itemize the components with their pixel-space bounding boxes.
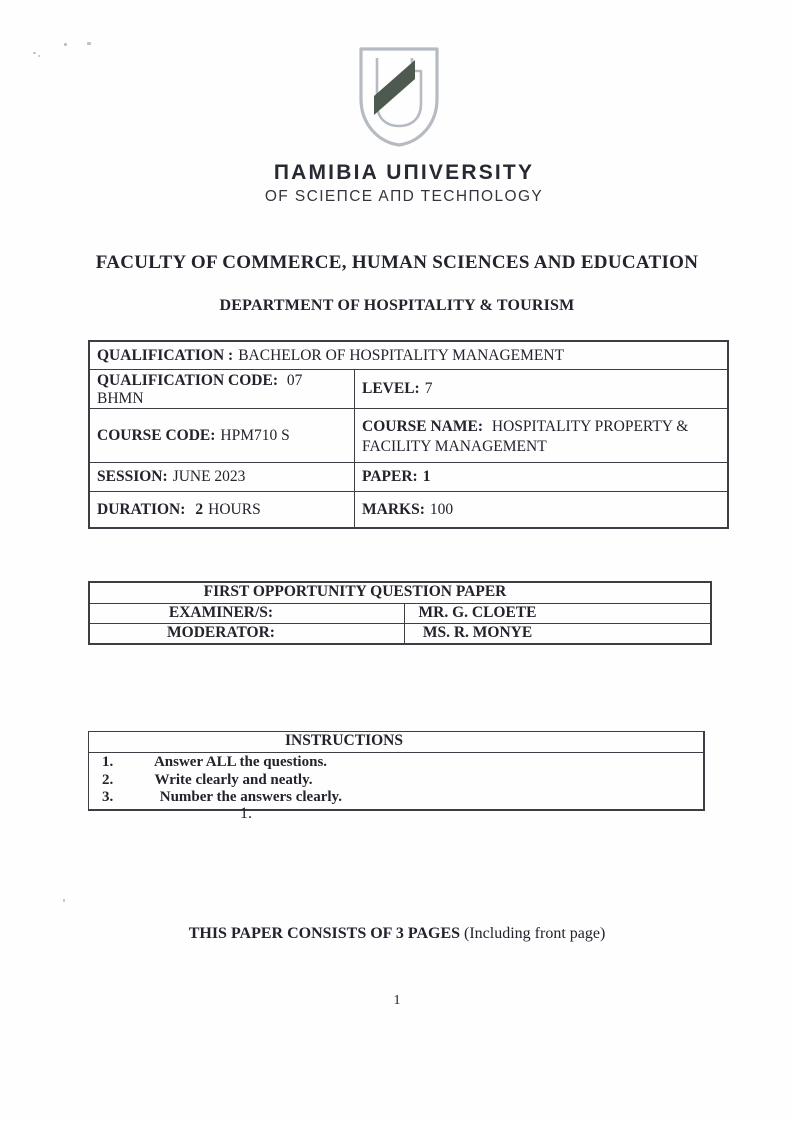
scan-speck bbox=[64, 43, 67, 46]
marks-label: MARKS: bbox=[362, 500, 425, 518]
duration-cell bbox=[90, 492, 355, 527]
instruction-number: 1. bbox=[102, 754, 114, 770]
page-count-regular: (Including front page) bbox=[460, 925, 606, 942]
moderator-row bbox=[90, 623, 710, 643]
course-code-label: COURSE CODE: bbox=[97, 426, 216, 444]
stray-numeral: 1. bbox=[240, 805, 252, 822]
level-value: 7 bbox=[424, 380, 433, 397]
opportunity-title: FIRST OPPORTUNITY QUESTION PAPER bbox=[203, 583, 507, 600]
paper-cell bbox=[355, 463, 727, 491]
instruction-item bbox=[102, 789, 703, 807]
university-shield-logo bbox=[352, 46, 446, 150]
instructions-title-row bbox=[89, 732, 703, 753]
qualification-code-value: 07 bbox=[286, 372, 303, 389]
opportunity-title-row bbox=[90, 583, 710, 603]
session-cell bbox=[90, 463, 355, 491]
instruction-item bbox=[102, 772, 703, 790]
marks-value: 100 bbox=[429, 500, 454, 518]
opportunity-table bbox=[88, 581, 712, 645]
scan-speck bbox=[63, 899, 65, 902]
paper-label: PAPER: bbox=[362, 468, 418, 485]
table-row-qualification bbox=[90, 342, 727, 369]
page-number: 1 bbox=[393, 993, 401, 1008]
table-row-duration-marks bbox=[90, 491, 727, 527]
course-details-table bbox=[88, 340, 729, 529]
university-wordmark-line2: OF SCIEПCE AПD TECHПOLOGY bbox=[264, 188, 544, 205]
moderator-value-cell bbox=[405, 624, 710, 643]
course-code-cell bbox=[90, 409, 355, 462]
university-wordmark-line1: ПAMIBIA UПIVERSITY bbox=[273, 161, 535, 184]
duration-value: HOURS bbox=[208, 500, 261, 518]
table-row-course bbox=[90, 408, 727, 462]
scan-speck bbox=[87, 42, 91, 45]
instructions-table bbox=[88, 731, 705, 811]
instruction-number: 3. bbox=[102, 789, 114, 806]
table-row-session-paper bbox=[90, 462, 727, 491]
course-code-value: HPM710 S bbox=[220, 426, 290, 444]
examiner-value: MR. G. CLOETE bbox=[418, 604, 537, 621]
qualification-value: BACHELOR OF HOSPITALITY MANAGEMENT bbox=[238, 346, 565, 364]
session-label: SESSION: bbox=[97, 468, 168, 485]
instructions-title: INSTRUCTIONS bbox=[284, 732, 403, 749]
examiner-value-cell bbox=[405, 604, 710, 623]
duration-hours-number: 2 bbox=[195, 500, 204, 518]
instruction-text: Number the answers clearly. bbox=[159, 789, 342, 806]
paper-value: 1 bbox=[422, 468, 431, 485]
qualification-code-cell bbox=[90, 370, 355, 408]
opportunity-title-cell bbox=[90, 583, 710, 603]
page-count-line bbox=[0, 925, 794, 943]
level-cell bbox=[355, 370, 727, 408]
examiner-label: EXAMINER/S: bbox=[168, 604, 274, 621]
level-label: LEVEL: bbox=[362, 380, 420, 397]
shield-slash bbox=[374, 60, 415, 115]
moderator-label-cell bbox=[90, 624, 405, 643]
qualification-code-label: QUALIFICATION CODE: bbox=[97, 372, 278, 389]
course-name-cell bbox=[355, 409, 727, 462]
table-row-code-level bbox=[90, 369, 727, 408]
qualification-code-value-line2: BHMN bbox=[97, 390, 144, 407]
qualification-label: QUALIFICATION : bbox=[97, 346, 234, 364]
instruction-text: Write clearly and neatly. bbox=[154, 771, 313, 788]
faculty-heading: FACULTY OF COMMERCE, HUMAN SCIENCES AND EDUCATION bbox=[95, 252, 699, 273]
qualification-cell bbox=[90, 342, 727, 369]
marks-cell bbox=[355, 492, 727, 527]
course-name-value: HOSPITALITY PROPERTY & FACILITY MANAGEMENT bbox=[362, 417, 689, 455]
moderator-label: MODERATOR: bbox=[167, 624, 275, 641]
examiner-row bbox=[90, 603, 710, 623]
page-count-bold: THIS PAPER CONSISTS OF 3 PAGES bbox=[188, 925, 461, 942]
scan-speck bbox=[33, 52, 36, 54]
instruction-number: 2. bbox=[102, 771, 114, 788]
session-value: JUNE 2023 bbox=[172, 468, 246, 485]
course-name-label: COURSE NAME: bbox=[362, 417, 483, 435]
instructions-body bbox=[89, 753, 703, 809]
duration-label: DURATION: bbox=[97, 500, 186, 518]
scan-speck bbox=[38, 55, 40, 57]
moderator-value: MS. R. MONYE bbox=[422, 624, 533, 641]
instruction-item bbox=[102, 754, 703, 772]
instruction-text: Answer ALL the questions. bbox=[153, 754, 328, 770]
shield-outline bbox=[361, 49, 437, 145]
department-heading: DEPARTMENT OF HOSPITALITY & TOURISM bbox=[219, 297, 575, 314]
examiner-label-cell bbox=[90, 604, 405, 623]
